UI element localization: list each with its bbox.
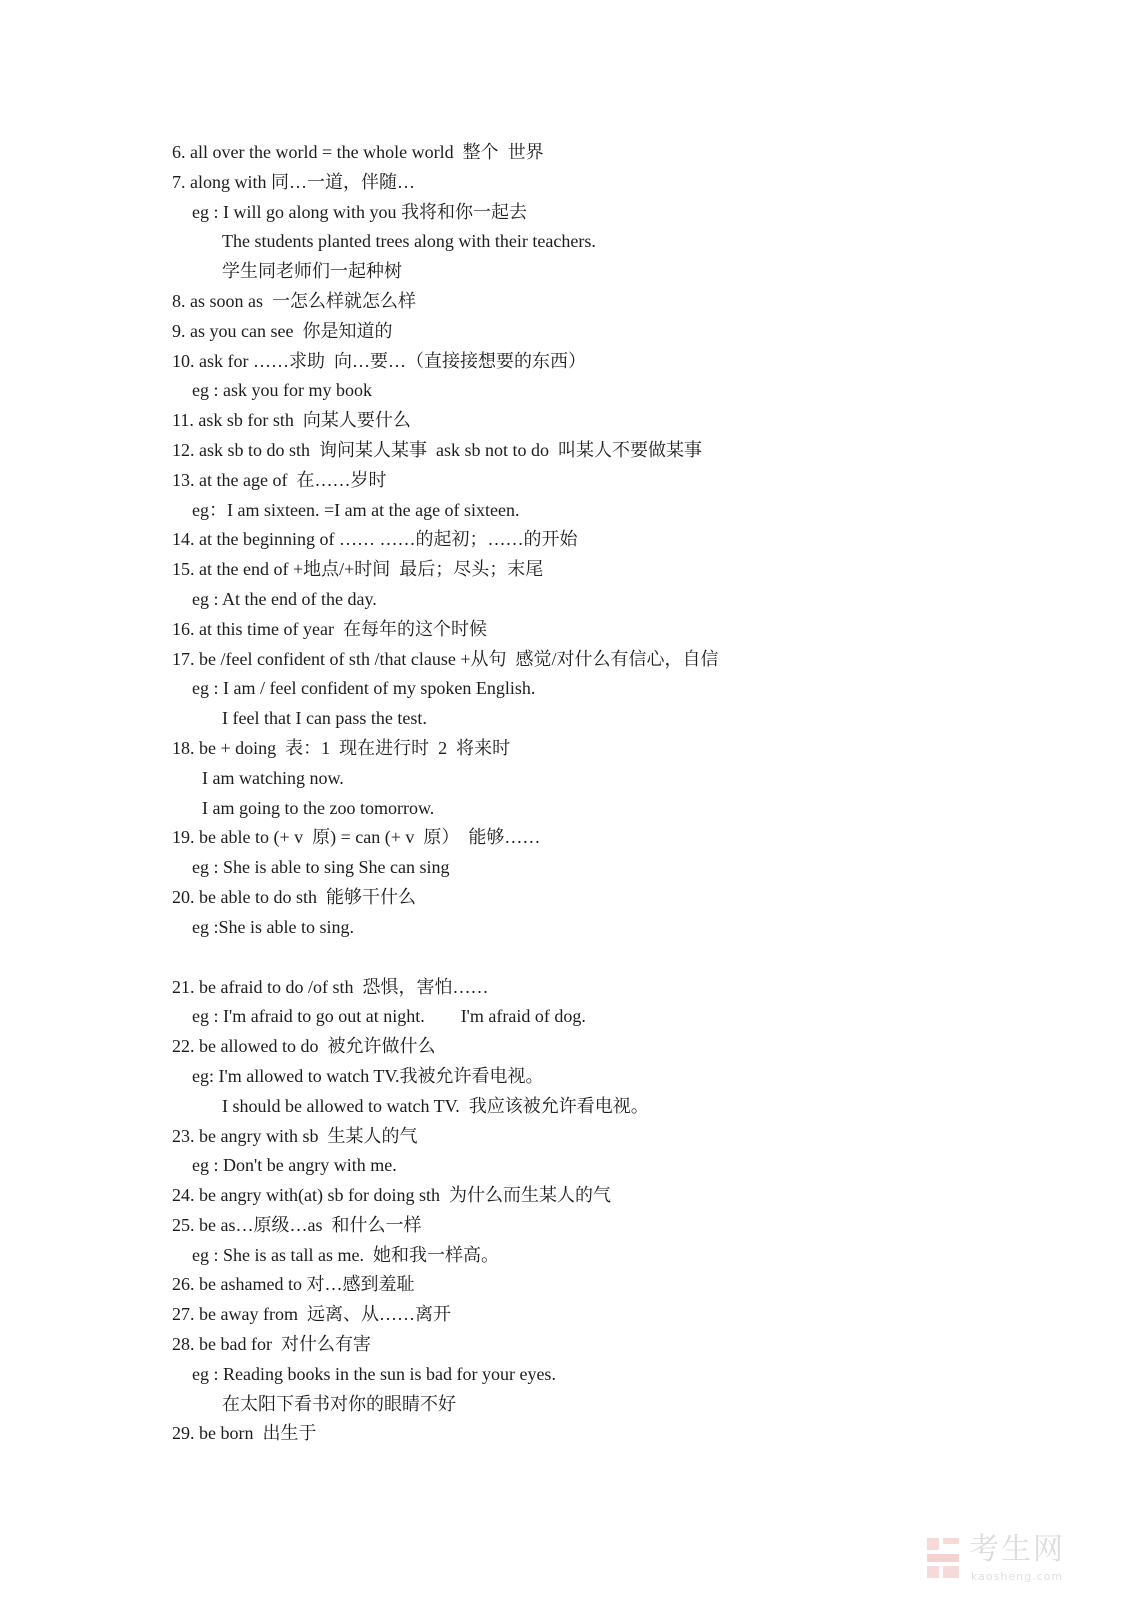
entry-9: 9. as you can see 你是知道的	[172, 320, 393, 341]
example-line: eg : She is as tall as me. 她和我一样高。	[192, 1244, 499, 1265]
example-line: eg：I am sixteen. =I am at the age of sixteen.	[192, 499, 520, 520]
watermark	[925, 1530, 1105, 1590]
example-line: eg : I am / feel confident of my spoken English.	[192, 678, 536, 699]
entry-19: 19. be able to (+ v 原) = can (+ v 原） 能够……	[172, 827, 541, 848]
example-line: I should be allowed to watch TV. 我应该被允许看电视。	[222, 1095, 649, 1116]
example-line: I feel that I can pass the test.	[222, 708, 427, 729]
entry-24: 24. be angry with(at) sb for doing sth 为什么而生某人的气	[172, 1185, 611, 1206]
entry-26: 26. be ashamed to 对…感到羞耻	[172, 1274, 415, 1295]
entry-16: 16. at this time of year 在每年的这个时候	[172, 618, 487, 639]
entry-13: 13. at the age of 在……岁时	[172, 469, 387, 490]
entry-27: 27. be away from 远离、从……离开	[172, 1304, 451, 1325]
entry-23: 23. be angry with sb 生某人的气	[172, 1125, 418, 1146]
example-line: eg : ask you for my book	[192, 380, 372, 401]
example-line: eg : I'm afraid to go out at night. I'm afraid of dog.	[192, 1006, 586, 1027]
example-line: eg : I will go along with you 我将和你一起去	[192, 201, 527, 222]
entry-22: 22. be allowed to do 被允许做什么	[172, 1036, 436, 1057]
entry-25: 25. be as…原级…as 和什么一样	[172, 1214, 422, 1235]
entry-21: 21. be afraid to do /of sth 恐惧，害怕……	[172, 976, 489, 997]
translation-line: 在太阳下看书对你的眼睛不好	[222, 1393, 456, 1414]
example-line: eg: I'm allowed to watch TV.我被允许看电视。	[192, 1065, 544, 1086]
example-line: The students planted trees along with their teachers.	[222, 231, 596, 252]
entry-10: 10. ask for ……求助 向…要…（直接接想要的东西）	[172, 350, 586, 371]
example-line: eg : At the end of the day.	[192, 588, 377, 609]
entry-15: 15. at the end of +地点/+时间 最后；尽头；末尾	[172, 559, 544, 580]
example-line: eg : She is able to sing She can sing	[192, 857, 450, 878]
entry-14: 14. at the beginning of …… ……的起初；……的开始	[172, 529, 578, 550]
example-line: eg : Don't be angry with me.	[192, 1155, 397, 1176]
entry-18: 18. be + doing 表：1 现在进行时 2 将来时	[172, 737, 511, 758]
entry-20: 20. be able to do sth 能够干什么	[172, 886, 416, 907]
entry-29: 29. be born 出生于	[172, 1423, 317, 1444]
entry-6: 6. all over the world = the whole world 整个 世界	[172, 142, 544, 162]
entry-28: 28. be bad for 对什么有害	[172, 1334, 371, 1355]
entry-8: 8. as soon as 一怎么样就怎么样	[172, 290, 416, 311]
blank-line	[172, 943, 1072, 973]
entry-7: 7. along with 同…一道，伴随…	[172, 171, 415, 192]
entry-11: 11. ask sb for sth 向某人要什么	[172, 410, 411, 431]
entry-12: 12. ask sb to do sth 询问某人某事 ask sb not to do 叫某人不要做某事	[172, 439, 703, 460]
kaosheng-logo-icon	[925, 1536, 961, 1580]
entry-17: 17. be /feel confident of sth /that clause +从句 感觉/对什么有信心，自信	[172, 648, 719, 669]
phrase-list	[172, 138, 1072, 1449]
translation-line: 学生同老师们一起种树	[222, 261, 402, 282]
example-line: eg :She is able to sing.	[192, 916, 354, 937]
example-line: I am going to the zoo tomorrow.	[202, 797, 435, 818]
example-line: I am watching now.	[202, 767, 344, 788]
watermark-brand: 考生网	[969, 1532, 1065, 1567]
example-line: eg : Reading books in the sun is bad for your eyes.	[192, 1363, 556, 1384]
watermark-url: kaosheng.com	[971, 1570, 1064, 1583]
